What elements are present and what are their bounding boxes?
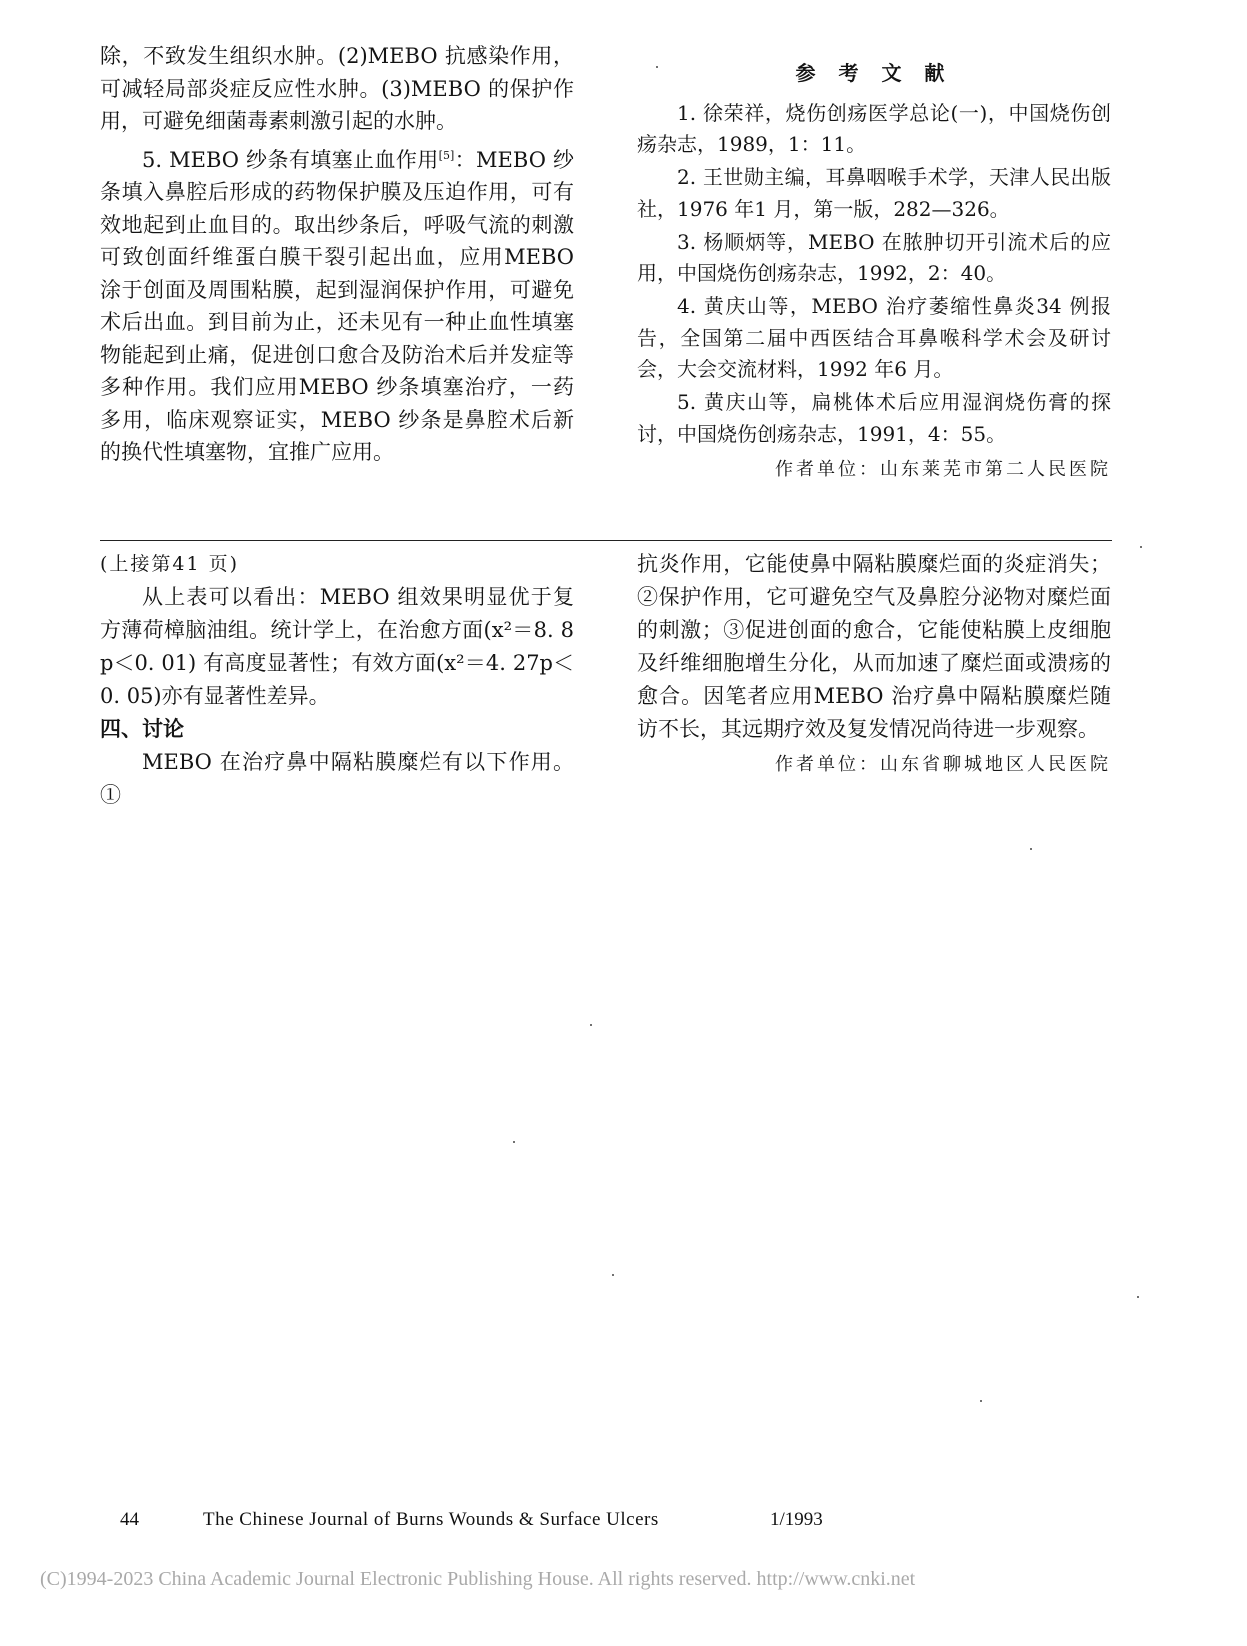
copyright-notice: (C)1994-2023 China Academic Journal Electronic Publishing House. All rights reserved. http://www.cnki.net	[40, 1568, 916, 1590]
point-5-body: ：MEBO 纱条填入鼻腔后形成的药物保护膜及压迫作用，可有效地起到止血目的。取出纱条后，呼吸气流的刺激可致创面纤维蛋白膜干裂引起出血，应用MEBO 涂于创面及周围粘膜，起到湿润保护作用，可避免术后出血。到目前为止，还未见有一种止血性填塞物能起到止痛，促进创口愈合及防治术后并发症等多种作用。我们应用MEBO 纱条填塞治疗，一药多用，临床观察证实，MEBO 纱条是鼻腔术后新的换代性填塞物，宜推广应用。	[100, 147, 574, 464]
paragraph-point-5	[100, 144, 574, 469]
article-divider	[100, 540, 1112, 541]
top-left-column	[100, 40, 574, 469]
section-heading: 四、讨论	[100, 717, 184, 741]
scan-speck	[1140, 546, 1142, 548]
paragraph-continued: 除，不致发生组织水肿。(2)MEBO 抗感染作用，可减轻局部炎症反应性水肿。(3)MEBO 的保护作用，可避免细菌毒素刺激引起的水肿。	[100, 44, 574, 133]
bottom-left-column	[100, 548, 574, 812]
reference-item-5: 5. 黄庆山等，扁桃体术后应用湿润烧伤膏的探讨，中国烧伤创疡杂志，1991，4：55。	[637, 390, 1111, 446]
author-affiliation-top: 作者单位：山东莱芜市第二人民医院	[775, 459, 1111, 480]
continuation-note: (上接第41 页)	[100, 553, 240, 575]
scan-speck	[980, 1400, 982, 1402]
point-5-lead: 5. MEBO 纱条有填塞止血作用	[142, 147, 439, 172]
scan-speck	[590, 1024, 592, 1026]
bottom-right-column	[637, 548, 1111, 781]
reference-item-2: 2. 王世勋主编，耳鼻咽喉手术学，天津人民出版社，1976 年1 月，第一版，282—326。	[637, 165, 1111, 221]
discussion-continued: 抗炎作用，它能使鼻中隔粘膜糜烂面的炎症消失；②保护作用，它可避免空气及鼻腔分泌物对糜烂面的刺激；③促进创面的愈合，它能使粘膜上皮细胞及纤维细胞增生分化，从而加速了糜烂面或溃疡的愈合。因笔者应用MEBO 治疗鼻中隔粘膜糜烂随访不长，其远期疗效及复发情况尚待进一步观察。	[637, 552, 1111, 741]
reference-item-3: 3. 杨顺炳等，MEBO 在脓肿切开引流术后的应用，中国烧伤创疡杂志，1992，2：40。	[637, 229, 1111, 285]
reference-item-1: 1. 徐荣祥，烧伤创疡医学总论(一)，中国烧伤创疡杂志，1989，1：11。	[637, 100, 1111, 156]
issue-number: 1/1993	[770, 1509, 823, 1530]
scan-speck	[1030, 848, 1032, 850]
results-paragraph: 从上表可以看出：MEBO 组效果明显优于复方薄荷樟脑油组。统计学上，在治愈方面(x²＝8. 8 p＜0. 01) 有高度显著性；有效方面(x²＝4. 27p＜0. 05)亦有显著性差异。	[100, 585, 574, 708]
reference-item-4: 4. 黄庆山等，MEBO 治疗萎缩性鼻炎34 例报告，全国第二届中西医结合耳鼻喉科学术会及研讨会，大会交流材料，1992 年6 月。	[637, 294, 1111, 381]
scan-speck	[656, 66, 658, 68]
journal-title: The Chinese Journal of Burns Wounds & Surface Ulcers	[203, 1509, 659, 1530]
scan-speck	[513, 1141, 515, 1143]
scan-speck	[612, 1274, 614, 1276]
page-number: 44	[120, 1509, 139, 1530]
references-column	[637, 58, 1111, 486]
citation-mark: [5]	[438, 148, 455, 162]
discussion-paragraph: MEBO 在治疗鼻中隔粘膜糜烂有以下作用。①	[100, 750, 574, 807]
references-heading: 参 考 文 献	[795, 61, 953, 85]
scan-speck	[1137, 1296, 1139, 1298]
author-affiliation-bottom: 作者单位：山东省聊城地区人民医院	[775, 754, 1111, 775]
